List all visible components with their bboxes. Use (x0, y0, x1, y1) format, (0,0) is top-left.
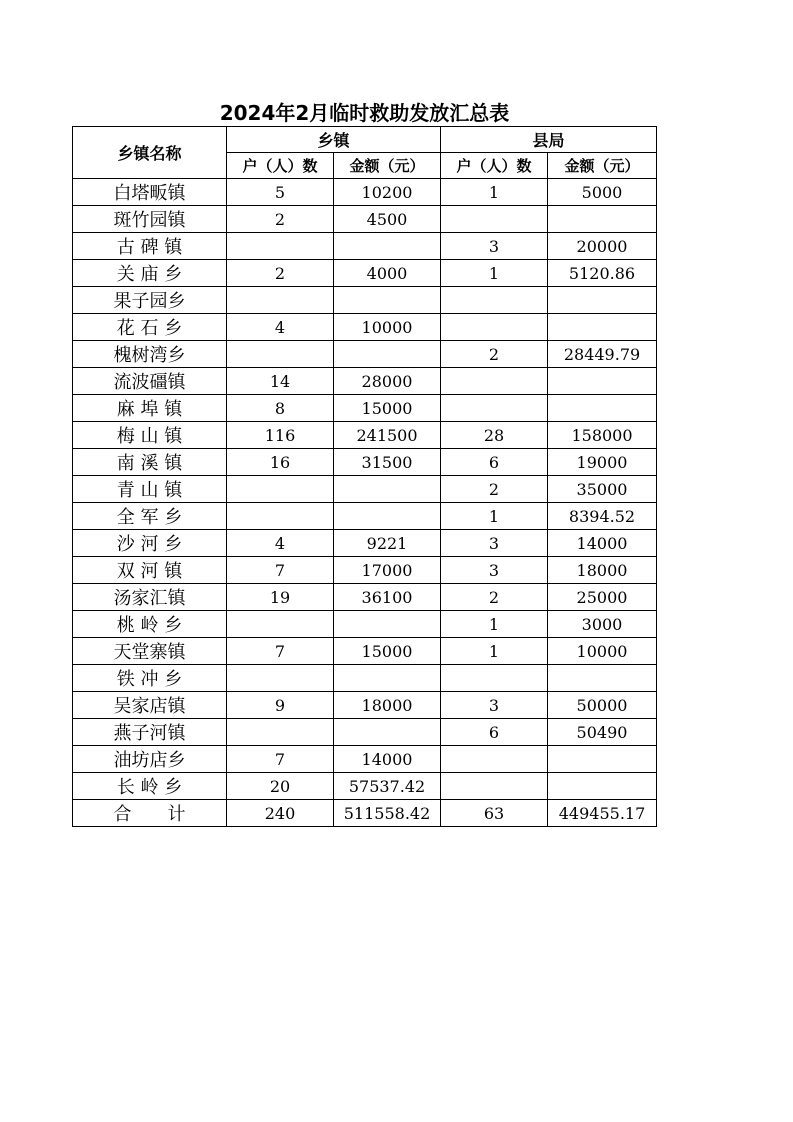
township-name: 全 军 乡 (73, 503, 227, 530)
township-count: 8 (227, 395, 334, 422)
township-count: 116 (227, 422, 334, 449)
table-row (73, 422, 657, 449)
township-count (227, 476, 334, 503)
table-row (73, 746, 657, 773)
table-row (73, 341, 657, 368)
table-row (73, 449, 657, 476)
township-count: 14 (227, 368, 334, 395)
county-amount (548, 206, 657, 233)
township-name: 流波礓镇 (73, 368, 227, 395)
county-count: 3 (441, 233, 548, 260)
township-name: 斑竹园镇 (73, 206, 227, 233)
township-amount (334, 287, 441, 314)
township-amount: 9221 (334, 530, 441, 557)
county-count (441, 773, 548, 800)
township-count: 7 (227, 638, 334, 665)
county-amount (548, 368, 657, 395)
township-name: 铁 冲 乡 (73, 665, 227, 692)
county-count: 3 (441, 692, 548, 719)
township-name: 双 河 镇 (73, 557, 227, 584)
township-amount: 15000 (334, 395, 441, 422)
county-amount: 158000 (548, 422, 657, 449)
county-amount (548, 665, 657, 692)
township-amount (334, 665, 441, 692)
county-count: 2 (441, 584, 548, 611)
table-row (73, 665, 657, 692)
township-count: 4 (227, 530, 334, 557)
county-count (441, 314, 548, 341)
county-count: 6 (441, 719, 548, 746)
township-amount: 4500 (334, 206, 441, 233)
table-row (73, 395, 657, 422)
township-amount: 10200 (334, 179, 441, 206)
county-amount (548, 314, 657, 341)
header-group-county: 县局 (441, 127, 657, 153)
township-count: 2 (227, 260, 334, 287)
township-name: 燕子河镇 (73, 719, 227, 746)
township-amount: 18000 (334, 692, 441, 719)
township-amount: 10000 (334, 314, 441, 341)
township-amount: 57537.42 (334, 773, 441, 800)
county-count (441, 746, 548, 773)
county-amount (548, 287, 657, 314)
county-amount: 25000 (548, 584, 657, 611)
township-amount (334, 233, 441, 260)
township-amount (334, 476, 441, 503)
county-count: 28 (441, 422, 548, 449)
table-row (73, 314, 657, 341)
county-count (441, 395, 548, 422)
table-row (73, 368, 657, 395)
header-county-households: 户（人）数 (441, 153, 548, 179)
header-township-households: 户（人）数 (227, 153, 334, 179)
county-count: 1 (441, 179, 548, 206)
county-amount: 3000 (548, 611, 657, 638)
header-county-amount: 金额（元） (548, 153, 657, 179)
table-row (73, 611, 657, 638)
county-amount: 8394.52 (548, 503, 657, 530)
header-group-township: 乡镇 (227, 127, 441, 153)
township-count: 4 (227, 314, 334, 341)
table-row (73, 476, 657, 503)
county-count: 3 (441, 530, 548, 557)
township-amount: 31500 (334, 449, 441, 476)
township-name: 长 岭 乡 (73, 773, 227, 800)
township-amount: 36100 (334, 584, 441, 611)
county-count: 1 (441, 503, 548, 530)
table-row (73, 773, 657, 800)
table-row (73, 503, 657, 530)
township-name: 油坊店乡 (73, 746, 227, 773)
county-count: 2 (441, 341, 548, 368)
township-count: 7 (227, 746, 334, 773)
township-name: 吴家店镇 (73, 692, 227, 719)
total-township-count: 240 (227, 800, 334, 827)
township-count (227, 665, 334, 692)
county-count: 1 (441, 260, 548, 287)
county-amount: 19000 (548, 449, 657, 476)
township-amount (334, 341, 441, 368)
county-count (441, 206, 548, 233)
township-count (227, 233, 334, 260)
total-label: 合 计 (73, 800, 227, 827)
township-count: 7 (227, 557, 334, 584)
township-count (227, 341, 334, 368)
township-amount: 241500 (334, 422, 441, 449)
table-row (73, 638, 657, 665)
county-count: 1 (441, 611, 548, 638)
table-row (73, 287, 657, 314)
summary-table (72, 126, 657, 827)
county-count (441, 368, 548, 395)
table-row (73, 233, 657, 260)
county-amount (548, 746, 657, 773)
township-amount: 15000 (334, 638, 441, 665)
county-amount (548, 773, 657, 800)
township-name: 汤家汇镇 (73, 584, 227, 611)
county-amount: 35000 (548, 476, 657, 503)
township-name: 果子园乡 (73, 287, 227, 314)
township-count: 16 (227, 449, 334, 476)
table-row (73, 584, 657, 611)
township-amount (334, 503, 441, 530)
township-name: 古 碑 镇 (73, 233, 227, 260)
township-count (227, 611, 334, 638)
table-row (73, 260, 657, 287)
table-row (73, 179, 657, 206)
township-name: 沙 河 乡 (73, 530, 227, 557)
township-amount (334, 719, 441, 746)
township-name: 槐树湾乡 (73, 341, 227, 368)
township-count: 19 (227, 584, 334, 611)
township-amount (334, 611, 441, 638)
county-amount: 14000 (548, 530, 657, 557)
table-row (73, 530, 657, 557)
county-amount: 50490 (548, 719, 657, 746)
table-row (73, 557, 657, 584)
total-county-amount: 449455.17 (548, 800, 657, 827)
county-count: 6 (441, 449, 548, 476)
total-county-count: 63 (441, 800, 548, 827)
township-name: 梅 山 镇 (73, 422, 227, 449)
township-count (227, 287, 334, 314)
county-count: 3 (441, 557, 548, 584)
township-amount: 14000 (334, 746, 441, 773)
township-count: 5 (227, 179, 334, 206)
township-name: 麻 埠 镇 (73, 395, 227, 422)
total-row (73, 800, 657, 827)
township-name: 天堂寨镇 (73, 638, 227, 665)
township-name: 白塔畈镇 (73, 179, 227, 206)
header-township-amount: 金额（元） (334, 153, 441, 179)
header-name-col: 乡镇名称 (73, 127, 227, 179)
county-count (441, 287, 548, 314)
county-amount: 20000 (548, 233, 657, 260)
county-amount: 5000 (548, 179, 657, 206)
township-name: 南 溪 镇 (73, 449, 227, 476)
county-amount: 50000 (548, 692, 657, 719)
township-count: 2 (227, 206, 334, 233)
county-count: 2 (441, 476, 548, 503)
total-township-amount: 511558.42 (334, 800, 441, 827)
county-amount: 18000 (548, 557, 657, 584)
table-row (73, 719, 657, 746)
township-amount: 4000 (334, 260, 441, 287)
township-count (227, 503, 334, 530)
table-row (73, 206, 657, 233)
county-amount (548, 395, 657, 422)
county-count: 1 (441, 638, 548, 665)
county-amount: 5120.86 (548, 260, 657, 287)
township-name: 桃 岭 乡 (73, 611, 227, 638)
township-name: 花 石 乡 (73, 314, 227, 341)
township-count: 9 (227, 692, 334, 719)
township-count (227, 719, 334, 746)
table-row (73, 692, 657, 719)
township-amount: 17000 (334, 557, 441, 584)
county-amount: 10000 (548, 638, 657, 665)
township-amount: 28000 (334, 368, 441, 395)
township-name: 青 山 镇 (73, 476, 227, 503)
page-title: 2024年2月临时救助发放汇总表 (219, 101, 510, 125)
township-count: 20 (227, 773, 334, 800)
township-name: 关 庙 乡 (73, 260, 227, 287)
county-amount: 28449.79 (548, 341, 657, 368)
county-count (441, 665, 548, 692)
